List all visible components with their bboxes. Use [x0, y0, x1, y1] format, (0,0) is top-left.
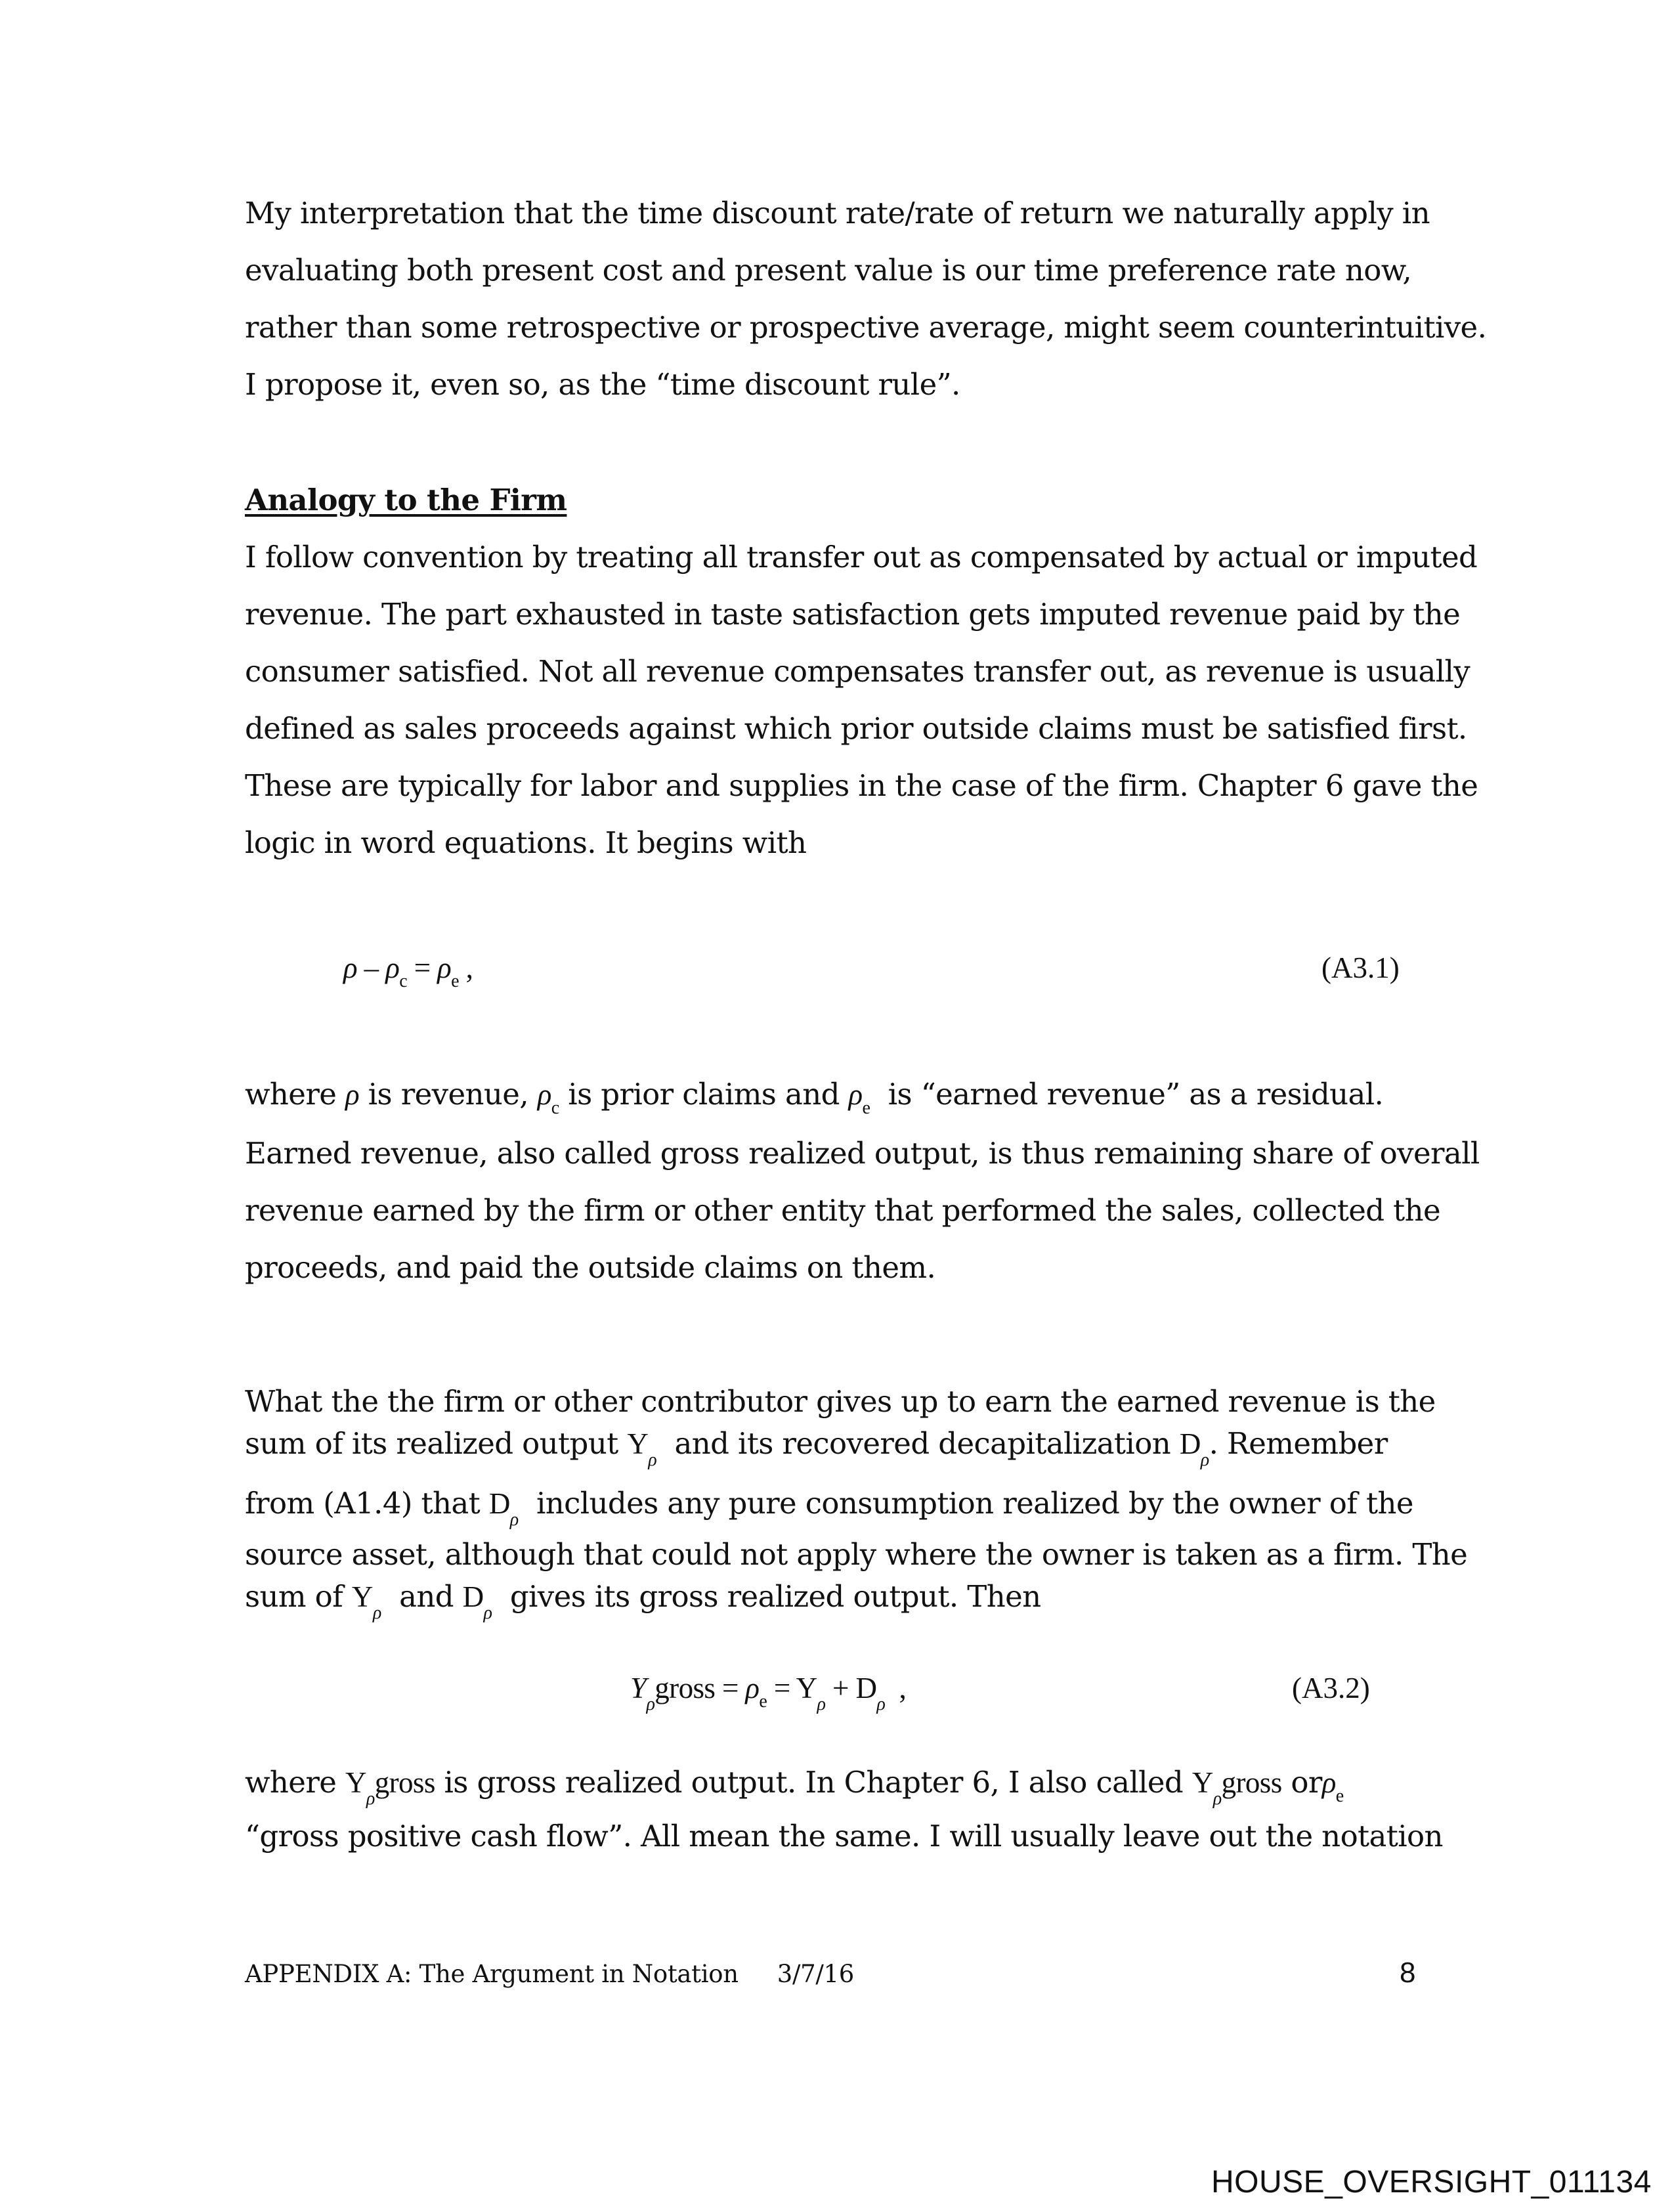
equals-sign: = — [721, 1672, 739, 1704]
subscript-rho: ρ — [876, 1694, 886, 1714]
text-line: Earned revenue, also called gross realized output, is thus remaining share of overall — [245, 1136, 1480, 1171]
text-line: “gross positive cash flow”. All mean the same. I will usually leave out the notation — [245, 1819, 1443, 1854]
subscript-rho: ρ — [509, 1509, 519, 1530]
equation-body — [343, 951, 473, 991]
plus-sign: + — [832, 1672, 849, 1704]
text-fragment: is revenue, — [368, 1077, 529, 1112]
equals-sign: = — [414, 951, 431, 984]
text-fragment: includes any pure consumption realized by the owner of the — [536, 1486, 1413, 1521]
rho-symbol: ρ — [1321, 1766, 1336, 1799]
subscript-e: e — [759, 1691, 767, 1712]
text-where: where — [245, 1077, 337, 1112]
subscript-c: c — [399, 971, 408, 991]
text-line: proceeds, and paid the outside claims on them. — [245, 1250, 936, 1285]
footer-date: 3/7/16 — [777, 1960, 854, 1988]
text-line: rather than some retrospective or prospective average, might seem counterintuitive. — [245, 310, 1487, 345]
page-number: 8 — [1400, 1957, 1416, 1989]
subscript-rho: ρ — [648, 1450, 657, 1470]
text-line-with-symbols — [245, 1426, 1388, 1470]
symbol-D: D — [855, 1672, 877, 1704]
text-fragment: or — [1291, 1765, 1322, 1800]
bates-stamp: HOUSE_OVERSIGHT_011134 — [1211, 2165, 1652, 2200]
symbol-Y: Y — [630, 1672, 647, 1704]
text-line-with-symbols — [245, 1077, 1384, 1118]
subscript-e: e — [862, 1098, 870, 1118]
subscript-rho: ρ — [1213, 1789, 1222, 1809]
text-fragment: sum of — [245, 1579, 343, 1614]
symbol-Y: Y — [345, 1766, 366, 1799]
symbol-Y: Y — [351, 1580, 373, 1613]
symbol-Y: Y — [627, 1427, 649, 1460]
text-fragment: . Remember — [1209, 1426, 1388, 1461]
text-fragment: is prior claims and — [568, 1077, 840, 1112]
rho-symbol: ρ — [848, 1078, 863, 1111]
text-gross: gross — [374, 1766, 435, 1799]
text-line: evaluating both present cost and present value is our time preference rate now, — [245, 253, 1412, 288]
subscript-e: e — [451, 971, 459, 991]
text-line: consumer satisfied. Not all revenue compensates transfer out, as revenue is usually — [245, 654, 1470, 689]
comma: , — [899, 1672, 907, 1704]
equals-sign: = — [773, 1672, 790, 1704]
footer-title: APPENDIX A: The Argument in Notation — [245, 1960, 739, 1988]
subscript-rho: ρ — [366, 1789, 375, 1809]
text-line: source asset, although that could not apply where the owner is taken as a firm. The — [245, 1537, 1468, 1572]
text-fragment: from (A1.4) that — [245, 1486, 481, 1521]
equation-body — [630, 1671, 907, 1714]
text-line: defined as sales proceeds against which prior outside claims must be satisfied first. — [245, 711, 1467, 746]
text-line: These are typically for labor and supplies in the case of the firm. Chapter 6 gave the — [245, 768, 1478, 803]
page-footer — [245, 1960, 854, 1988]
text-line: I propose it, even so, as the “time discount rule”. — [245, 367, 960, 402]
text-line-with-symbols — [245, 1579, 1041, 1623]
subscript-e: e — [1335, 1786, 1344, 1806]
rho-symbol: ρ — [537, 1078, 551, 1111]
text-gross: gross — [655, 1672, 716, 1704]
rho-symbol: ρ — [437, 951, 452, 984]
minus-sign: – — [364, 951, 379, 984]
text-fragment: and — [399, 1579, 454, 1614]
text-fragment: gives its gross realized output. Then — [509, 1579, 1041, 1614]
subscript-c: c — [551, 1098, 559, 1118]
text-fragment: is gross realized output. In Chapter 6, I also called — [444, 1765, 1184, 1800]
text-line: revenue. The part exhausted in taste satisfaction gets imputed revenue paid by the — [245, 597, 1461, 632]
text-fragment: sum of its realized output — [245, 1426, 618, 1461]
subscript-rho: ρ — [817, 1694, 826, 1714]
text-line: My interpretation that the time discount rate/rate of return we naturally apply in — [245, 196, 1430, 230]
section-heading: Analogy to the Firm — [245, 483, 567, 517]
equation-number: (A3.2) — [1292, 1672, 1370, 1704]
rho-symbol: ρ — [745, 1672, 760, 1704]
rho-symbol: ρ — [385, 951, 400, 984]
symbol-D: D — [462, 1580, 484, 1613]
subscript-rho: ρ — [483, 1603, 492, 1623]
symbol-Y: Y — [796, 1672, 817, 1704]
text-fragment: and its recovered decapitalization — [674, 1426, 1171, 1461]
text-line-with-symbols — [245, 1486, 1413, 1530]
text-line: I follow convention by treating all transfer out as compensated by actual or imputed — [245, 540, 1478, 575]
comma: , — [465, 951, 473, 984]
text-line: What the the firm or other contributor gives up to earn the earned revenue is the — [245, 1384, 1436, 1419]
equation-number: (A3.1) — [1321, 951, 1400, 984]
text-gross: gross — [1221, 1766, 1282, 1799]
text-where: where — [245, 1765, 337, 1800]
text-fragment: is “earned revenue” as a residual. — [888, 1077, 1384, 1112]
subscript-rho: ρ — [1200, 1450, 1209, 1470]
subscript-rho: ρ — [646, 1694, 655, 1714]
text-line: logic in word equations. It begins with — [245, 825, 807, 860]
symbol-Y: Y — [1191, 1766, 1213, 1799]
text-line-with-symbols — [245, 1765, 1344, 1809]
subscript-rho: ρ — [372, 1603, 381, 1623]
symbol-D: D — [1179, 1427, 1201, 1460]
rho-symbol: ρ — [345, 1078, 359, 1111]
rho-symbol: ρ — [343, 951, 357, 984]
symbol-D: D — [488, 1487, 510, 1520]
text-line: revenue earned by the firm or other entity that performed the sales, collected the — [245, 1193, 1441, 1228]
